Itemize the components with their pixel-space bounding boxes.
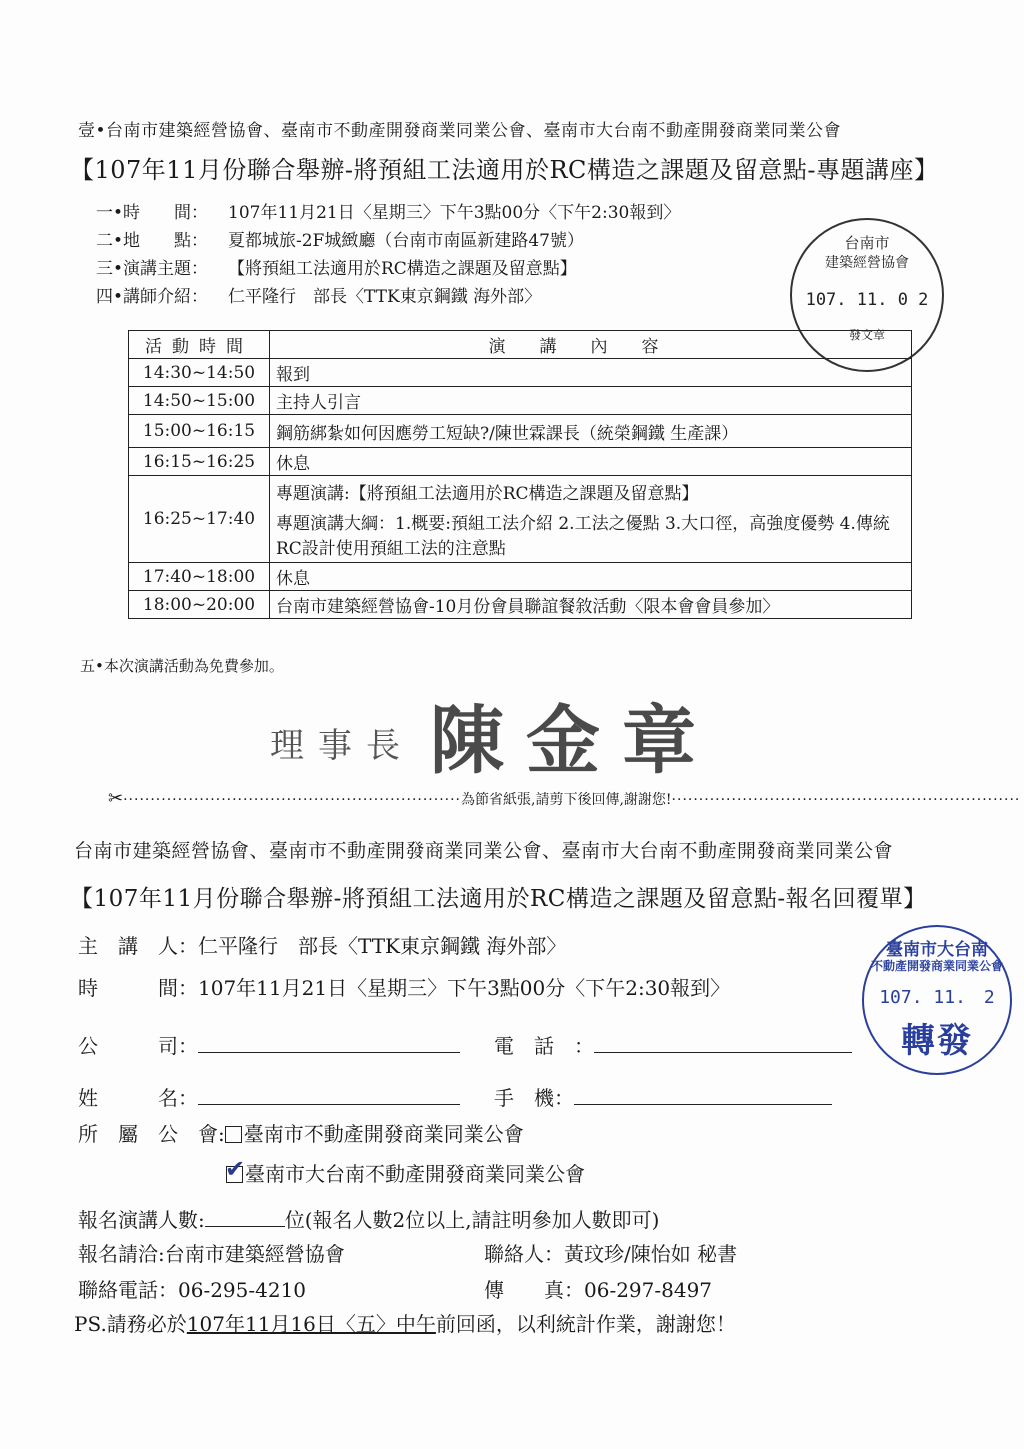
mobile-field[interactable]	[574, 1086, 832, 1105]
form-fax: 傳 真：06-297-8497	[484, 1278, 713, 1302]
form-association-row-2	[225, 1155, 585, 1187]
schedule-table	[128, 330, 912, 619]
table-row	[129, 448, 912, 476]
form-association-label: 所 屬 公 會:	[78, 1122, 225, 1146]
schedule-header-content: 演講內容	[270, 331, 912, 359]
stamp2-line2: 不動產開發商業同業公會	[870, 959, 1003, 973]
schedule-time: 17:40~18:00	[129, 563, 270, 591]
chairman-signature	[270, 690, 750, 790]
form-time-label: 時 間：	[78, 976, 198, 1000]
form-title: 【107年11月份聯合舉辦-將預組工法適用於RC構造之課題及留意點-報名回覆單】	[70, 886, 927, 912]
schedule-content: 台南市建築經營協會-10月份會員聯誼餐敘活動〈限本會會員參加〉	[270, 591, 912, 619]
schedule-header-row	[129, 331, 912, 359]
ps-deadline: 107年11月16日〈五〉中午	[186, 1312, 436, 1336]
info-location-label: 二•地 點：	[96, 231, 209, 251]
form-contact-person: 聯絡人：黃玟珍/陳怡如 秘書	[484, 1242, 738, 1266]
form-contact-phone: 聯絡電話：06-295-4210	[78, 1278, 307, 1302]
cut-line-dots-left: ······························································	[123, 792, 462, 808]
form-mobile-label: 手 機：	[494, 1086, 574, 1110]
info-topic	[96, 254, 577, 279]
form-speaker-label: 主 講 人：	[78, 934, 198, 958]
schedule-content: 休息	[270, 448, 912, 476]
schedule-content-keynote	[270, 476, 912, 563]
phone-field[interactable]	[594, 1034, 852, 1053]
free-note: 五•本次演講活動為免費參加。	[80, 657, 284, 675]
schedule-time: 16:15~16:25	[129, 448, 270, 476]
cut-line-text: 為節省紙張,請剪下後回傳,謝謝您!	[461, 792, 672, 808]
check-mark-icon: ✔	[225, 1155, 246, 1183]
stamp2-date: 107. 11. 2	[879, 987, 995, 1008]
info-topic-label: 三•演講主題：	[96, 259, 209, 279]
info-time-label: 一•時 間：	[96, 203, 209, 223]
form-attendees-label: 報名演講人數:	[78, 1208, 205, 1232]
form-company-row	[78, 1030, 460, 1059]
info-time-value: 107年11月21日〈星期三〉下午3點00分〈下午2:30報到〉	[228, 203, 681, 223]
form-phone-row	[494, 1030, 852, 1059]
form-company-label: 公 司：	[78, 1034, 198, 1058]
ps-suffix: 前回函，以利統計作業，謝謝您！	[435, 1312, 736, 1336]
stamp1-doc-no: 發文章	[848, 328, 885, 342]
form-organizers: 台南市建築經營協會、臺南市不動產開發商業同業公會、臺南市大台南不動產開發商業同業公會	[74, 840, 894, 862]
form-mobile-row	[494, 1082, 832, 1111]
company-field[interactable]	[198, 1034, 460, 1053]
table-row	[129, 563, 912, 591]
table-row	[129, 415, 912, 448]
stamp2-line1: 臺南市大台南	[886, 940, 988, 960]
schedule-time: 14:30~14:50	[129, 359, 270, 387]
keynote-outline: 專題演講大綱：1.概要:預組工法介紹 2.工法之優點 3.大口徑，高強度優勢 4.傳統RC設計使用預組工法的注意點	[276, 514, 890, 559]
info-time	[96, 198, 680, 223]
association-checkbox-2[interactable]	[225, 1155, 246, 1183]
forwarded-stamp	[862, 925, 1012, 1075]
schedule-time: 14:50~15:00	[129, 387, 270, 415]
form-association-row	[78, 1118, 524, 1147]
stamp1-line2: 建築經營協會	[825, 255, 909, 271]
signature-title: 理事長	[270, 726, 414, 766]
organizers-line: 壹•台南市建築經營協會、臺南市不動產開發商業同業公會、臺南市大台南不動產開發商業同業公會	[78, 121, 842, 141]
stamp1-line1: 台南市	[844, 234, 890, 252]
info-speaker-value: 仁平隆行 部長〈TTK東京鋼鐵 海外部〉	[228, 287, 542, 307]
form-attendees-row	[78, 1204, 659, 1233]
info-speaker	[96, 282, 541, 307]
form-contact: 報名請洽:台南市建築經營協會	[78, 1242, 345, 1266]
schedule-content: 鋼筋綁紮如何因應勞工短缺?/陳世霖課長（統榮鋼鐵 生產課）	[270, 415, 912, 448]
association-option-2: 臺南市大台南不動產開發商業同業公會	[245, 1162, 585, 1186]
form-name-row	[78, 1082, 460, 1111]
form-name-label: 姓 名：	[78, 1086, 198, 1110]
lecture-title: 【107年11月份聯合舉辦-將預組工法適用於RC構造之課題及留意點-專題講座】	[70, 156, 939, 184]
form-speaker	[78, 930, 566, 959]
attendees-field[interactable]	[205, 1208, 285, 1227]
stamp1-date: 107. 11. 0 2	[805, 290, 929, 310]
schedule-header-time: 活動時間	[129, 331, 270, 359]
table-row	[129, 359, 912, 387]
cut-line	[108, 788, 1021, 809]
association-option-1: 臺南市不動產開發商業同業公會	[243, 1122, 524, 1146]
signature-name: 陳金章	[430, 698, 718, 784]
keynote-title: 專題演講:【將預組工法適用於RC構造之課題及留意點】	[276, 484, 699, 504]
form-time	[78, 972, 730, 1001]
form-ps	[74, 1308, 736, 1337]
schedule-time: 18:00~20:00	[129, 591, 270, 619]
table-row	[129, 387, 912, 415]
association-checkbox-1[interactable]	[225, 1126, 242, 1143]
form-speaker-value: 仁平隆行 部長〈TTK東京鋼鐵 海外部〉	[198, 934, 567, 958]
info-location	[96, 226, 584, 251]
form-phone-label: 電 話 ：	[494, 1034, 594, 1058]
info-topic-value: 【將預組工法適用於RC構造之課題及留意點】	[228, 259, 577, 279]
schedule-content: 休息	[270, 563, 912, 591]
table-row	[129, 476, 912, 563]
ps-prefix: PS.請務必於	[74, 1312, 187, 1336]
info-speaker-label: 四•講師介紹：	[96, 287, 209, 307]
schedule-content: 主持人引言	[270, 387, 912, 415]
schedule-time: 15:00~16:15	[129, 415, 270, 448]
schedule-content: 報到	[270, 359, 912, 387]
schedule-time: 16:25~17:40	[129, 476, 270, 563]
scissors-icon: ✂	[108, 788, 124, 809]
stamp2-mark: 轉發	[901, 1021, 973, 1061]
form-attendees-unit: 位(報名人數2位以上,請註明參加人數即可)	[284, 1208, 660, 1232]
cut-line-dots-right: ································································	[671, 792, 1021, 808]
name-field[interactable]	[198, 1086, 460, 1105]
info-location-value: 夏都城旅-2F城緻廳（台南市南區新建路47號）	[228, 231, 584, 251]
form-time-value: 107年11月21日〈星期三〉下午3點00分〈下午2:30報到〉	[198, 976, 731, 1000]
table-row	[129, 591, 912, 619]
